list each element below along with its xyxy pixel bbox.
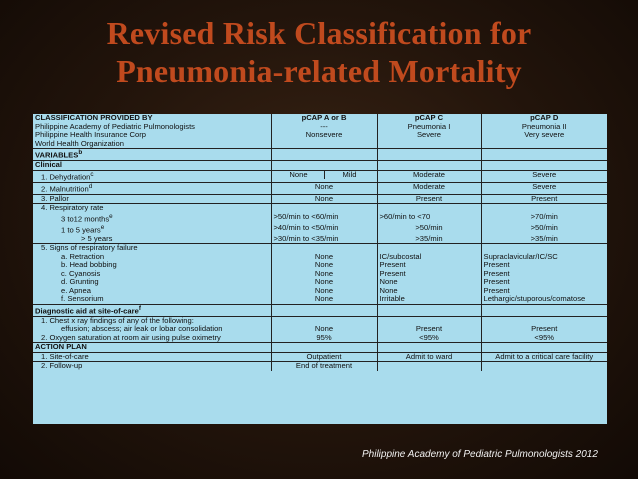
cell-d: Lethargic/stuporous/comatose xyxy=(481,295,607,304)
title-line-1: Revised Risk Classification for xyxy=(106,15,532,51)
cell-a: Outpatient xyxy=(271,352,377,362)
row-label: 4. Respiratory rate xyxy=(33,204,271,213)
action-label: ACTION PLAN xyxy=(33,343,271,353)
header-row xyxy=(33,140,607,149)
row-label: 1. Site-of-care xyxy=(33,352,271,362)
section-row xyxy=(33,343,607,353)
row-label: 2. Malnutrition$^d$ xyxy=(33,182,271,194)
cell-c: <95% xyxy=(377,334,481,343)
classification-table-image xyxy=(33,114,607,424)
table-row xyxy=(33,170,607,182)
header-col-a: Nonsevere xyxy=(271,131,377,140)
header-col-a: pCAP A or B xyxy=(271,114,377,123)
cell-a: None xyxy=(271,325,377,334)
row-label: c. Cyanosis xyxy=(61,269,101,278)
cell-c: >50/min xyxy=(377,224,481,235)
table-row xyxy=(33,213,607,224)
cell-a: >40/min to <50/min xyxy=(271,224,377,235)
row-label: 5. Signs of respiratory failure xyxy=(33,244,271,253)
cell-d: Severe xyxy=(481,170,607,182)
table-row xyxy=(33,278,607,287)
header-row xyxy=(33,123,607,132)
cell-d: Present xyxy=(481,278,607,287)
row-label: 1 to 5 years$^e$ xyxy=(61,223,105,235)
header-col-c: Pneumonia I xyxy=(377,123,481,132)
header-line: World Health Organization xyxy=(35,139,124,148)
header-col-a: --- xyxy=(271,123,377,132)
section-row xyxy=(33,149,607,161)
table-row xyxy=(33,235,607,244)
table-row xyxy=(33,325,607,334)
table-row xyxy=(33,244,607,253)
row-label: e. Apnea xyxy=(61,286,91,295)
row-label: 2. Follow-up xyxy=(33,362,271,371)
row-label: > 5 years xyxy=(81,234,113,243)
diagnostic-label: Diagnostic aid at site-of-care$^f$ xyxy=(33,304,271,316)
cell-d: Present xyxy=(481,270,607,279)
header-line: Philippine Health Insurance Corp xyxy=(35,131,147,139)
cell-c: Present xyxy=(377,261,481,270)
cell-a: End of treatment xyxy=(271,362,377,371)
header-col-c: pCAP C xyxy=(377,114,481,123)
cell-c: Present xyxy=(377,194,481,204)
row-label: 3. Pallor xyxy=(33,194,271,204)
cell-c: >60/min to <70 xyxy=(377,213,481,224)
section-row xyxy=(33,161,607,171)
cell-a: None xyxy=(271,287,377,296)
header-col-d: Very severe xyxy=(481,131,607,140)
cell-a: 95% xyxy=(271,334,377,343)
cell-a: >50/min to <60/min xyxy=(271,213,377,224)
table-row xyxy=(33,352,607,362)
table-row xyxy=(33,261,607,270)
classification-table xyxy=(33,114,607,371)
row-label: b. Head bobbing xyxy=(61,261,117,270)
row-label: d. Grunting xyxy=(61,278,99,287)
row-label: 3 to12 months$^e$ xyxy=(61,212,113,224)
table-row xyxy=(33,204,607,213)
cell-a: None xyxy=(271,278,377,287)
section-row xyxy=(33,304,607,316)
slide-title xyxy=(0,14,638,90)
row-label: 1. Dehydration$^c$ xyxy=(33,170,271,182)
cell-a: None xyxy=(271,261,377,270)
cell-d: Severe xyxy=(481,182,607,194)
table-row xyxy=(33,224,607,235)
cell-c: None xyxy=(377,287,481,296)
header-row xyxy=(33,131,607,140)
cell-d: >70/min xyxy=(481,213,607,224)
row-label: f. Sensorium xyxy=(61,295,104,304)
cell-c: Moderate xyxy=(377,182,481,194)
row-label: 2. Oxygen saturation at room air using pulse oximetry xyxy=(41,333,221,342)
cell-d: Present xyxy=(481,287,607,296)
header-col-c: Severe xyxy=(377,131,481,140)
table-row xyxy=(33,316,607,325)
table-row xyxy=(33,270,607,279)
table-row xyxy=(33,334,607,343)
cell-c: Irritable xyxy=(377,295,481,304)
header-line: CLASSIFICATION PROVIDED BY xyxy=(35,114,153,122)
cell-c: Moderate xyxy=(377,170,481,182)
table-row xyxy=(33,253,607,262)
cell-d: Supraclavicular/IC/SC xyxy=(481,253,607,262)
row-label: effusion; abscess; air leak or lobar consolidation xyxy=(61,325,223,334)
title-line-2: Pneumonia-related Mortality xyxy=(116,53,522,89)
cell-d: Present xyxy=(481,325,607,334)
cell-c: >35/min xyxy=(377,235,481,244)
row-label: 1. Chest x ray findings of any of the following: xyxy=(33,316,271,325)
cell-d: Present xyxy=(481,194,607,204)
cell-a: None xyxy=(271,270,377,279)
cell-c: Present xyxy=(377,270,481,279)
cell-a: None xyxy=(271,295,377,304)
cell-d: Present xyxy=(481,261,607,270)
cell-a: None xyxy=(271,182,377,194)
cell-c: Admit to ward xyxy=(377,352,481,362)
cell-c: Present xyxy=(377,325,481,334)
header-row xyxy=(33,114,607,123)
cell-c: IC/subcostal xyxy=(377,253,481,262)
header-col-d: pCAP D xyxy=(481,114,607,123)
header-col-d: Pneumonia II xyxy=(481,123,607,132)
cell-c: None xyxy=(377,278,481,287)
cell-d: <95% xyxy=(481,334,607,343)
table-row xyxy=(33,295,607,304)
cell-d: >35/min xyxy=(481,235,607,244)
header-line: Philippine Academy of Pediatric Pulmonologists xyxy=(35,122,195,131)
cell-a: None Mild xyxy=(271,170,377,182)
cell-d: Admit to a critical care facility xyxy=(481,352,607,362)
cell-a: >30/min to <35/min xyxy=(271,235,377,244)
table-row xyxy=(33,194,607,204)
table-row xyxy=(33,287,607,296)
variables-label: VARIABLES$^b$ xyxy=(33,149,271,161)
source-credit: Philippine Academy of Pediatric Pulmonologists 2012 xyxy=(362,449,598,460)
cell-d: >50/min xyxy=(481,224,607,235)
cell-a: None xyxy=(271,194,377,204)
table-row xyxy=(33,182,607,194)
cell-a: None xyxy=(271,253,377,262)
table-row xyxy=(33,362,607,371)
clinical-label: Clinical xyxy=(33,161,271,171)
row-label: a. Retraction xyxy=(61,252,105,261)
